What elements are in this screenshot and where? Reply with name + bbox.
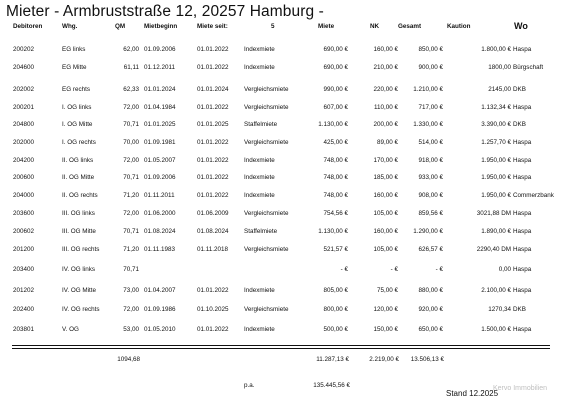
cell-mietbeginn: 01.05.2007: [144, 157, 176, 164]
cell-whg: III. OG Mitte: [62, 228, 96, 235]
cell-gesamt: 918,00 €: [418, 157, 443, 164]
cell-kaution: 3.390,00 €: [481, 121, 511, 128]
cell-mietart: Indexmiete: [244, 157, 275, 164]
cell-kaution: 2.100,00 €: [481, 287, 511, 294]
cell-qm: 70,71: [123, 228, 139, 235]
cell-mietart: Indexmiete: [244, 192, 275, 199]
cell-debitor: 204800: [13, 121, 35, 128]
watermark: Kervo Immobilien: [493, 385, 548, 392]
cell-wo: Haspa: [513, 210, 532, 217]
cell-gesamt: 717,00 €: [418, 104, 443, 111]
cell-mietbeginn: 01.09.2006: [144, 174, 176, 181]
cell-wo: Haspa: [513, 157, 532, 164]
cell-miete: 425,00 €: [323, 139, 348, 146]
cell-whg: I. OG rechts: [62, 139, 96, 146]
cell-debitor: 204600: [13, 64, 35, 71]
cell-mietart: Vergleichsmiete: [244, 86, 289, 93]
cell-mietbeginn: 01.09.1986: [144, 306, 176, 313]
cell-miete-seit: 01.01.2022: [197, 139, 229, 146]
cell-debitor: 203600: [13, 210, 35, 217]
cell-nk: 110,00 €: [373, 104, 398, 111]
cell-whg: IV. OG Mitte: [62, 287, 97, 294]
cell-kaution: 3021,88 DM: [476, 210, 511, 217]
cell-whg: I. OG links: [62, 104, 92, 111]
cell-kaution: 0,00: [498, 266, 511, 273]
cell-qm: 62,00: [123, 46, 139, 53]
total-gesamt: 13.506,13 €: [410, 356, 444, 363]
cell-mietart: Vergleichsmiete: [244, 210, 289, 217]
cell-mietart: Indexmiete: [244, 326, 275, 333]
cell-wo: Haspa: [513, 139, 532, 146]
cell-whg: I. OG Mitte: [62, 121, 93, 128]
header-wo: Wo: [514, 21, 528, 31]
cell-gesamt: 514,00 €: [418, 139, 443, 146]
cell-miete: - €: [340, 266, 348, 273]
cell-kaution: 1800,00: [488, 64, 511, 71]
cell-qm: 61,11: [123, 64, 139, 71]
total-miete: 11.287,13 €: [316, 356, 349, 363]
cell-nk: 89,00 €: [376, 139, 398, 146]
cell-debitor: 201200: [13, 246, 35, 253]
divider-top: [12, 345, 550, 346]
cell-wo: DKB: [513, 86, 526, 93]
cell-gesamt: 880,00 €: [418, 287, 443, 294]
cell-miete: 690,00 €: [323, 64, 348, 71]
cell-debitor: 200602: [13, 228, 35, 235]
cell-qm: 72,00: [123, 306, 139, 313]
cell-wo: Haspa: [513, 46, 532, 53]
cell-whg: EG Mitte: [62, 64, 87, 71]
cell-gesamt: 859,56 €: [418, 210, 443, 217]
cell-debitor: 201202: [13, 287, 35, 294]
divider-bottom: [12, 348, 550, 349]
cell-whg: EG links: [62, 46, 86, 53]
cell-miete-seit: 01.10.2025: [197, 306, 229, 313]
cell-debitor: 200201: [13, 104, 35, 111]
cell-miete: 1.130,00 €: [318, 228, 348, 235]
cell-miete-seit: 01.01.2022: [197, 326, 229, 333]
cell-whg: II. OG links: [62, 157, 94, 164]
cell-kaution: 1.950,00 €: [481, 174, 511, 181]
cell-debitor: 202000: [13, 139, 35, 146]
cell-miete-seit: 01.11.2018: [197, 246, 229, 253]
cell-debitor: 202400: [13, 306, 35, 313]
cell-mietbeginn: 01.01.2024: [144, 86, 176, 93]
cell-kaution: 2145,00: [488, 86, 511, 93]
header-miete: Miete: [318, 23, 335, 30]
cell-wo: Haspa: [513, 228, 532, 235]
cell-miete-seit: 01.06.2009: [197, 210, 229, 217]
cell-mietbeginn: 01.08.2024: [144, 228, 176, 235]
cell-nk: 170,00 €: [373, 157, 398, 164]
cell-miete-seit: 01.01.2025: [197, 121, 229, 128]
cell-gesamt: 920,00 €: [418, 306, 443, 313]
cell-mietbeginn: 01.06.2000: [144, 210, 176, 217]
cell-mietart: Vergleichsmiete: [244, 104, 289, 111]
cell-gesamt: 933,00 €: [418, 174, 443, 181]
cell-gesamt: 650,00 €: [418, 326, 443, 333]
cell-wo: Haspa: [513, 326, 532, 333]
cell-mietbeginn: 01.01.2025: [144, 121, 176, 128]
pa-label: p.a.: [244, 382, 255, 389]
cell-qm: 71,20: [123, 192, 139, 199]
cell-mietbeginn: 01.09.1981: [144, 139, 176, 146]
cell-mietart: Staffelmiete: [244, 121, 278, 128]
cell-whg: II. OG Mitte: [62, 174, 95, 181]
cell-mietart: Indexmiete: [244, 287, 275, 294]
cell-miete-seit: 01.01.2024: [197, 86, 229, 93]
cell-gesamt: 1.330,00 €: [413, 121, 443, 128]
cell-kaution: 1.132,34 €: [481, 104, 511, 111]
header-kaution: Kaution: [447, 23, 471, 30]
cell-qm: 70,71: [123, 174, 139, 181]
cell-kaution: 1270,34: [488, 306, 511, 313]
cell-nk: 150,00 €: [373, 326, 398, 333]
cell-miete: 690,00 €: [323, 46, 348, 53]
cell-nk: 160,00 €: [373, 228, 398, 235]
cell-qm: 53,00: [123, 326, 139, 333]
cell-whg: IV. OG links: [62, 266, 96, 273]
header-nk: NK: [370, 23, 380, 30]
cell-kaution: 1.950,00 €: [481, 192, 511, 199]
cell-qm: 70,00: [123, 139, 139, 146]
cell-mietart: Vergleichsmiete: [244, 306, 289, 313]
cell-qm: 72,00: [123, 157, 139, 164]
cell-wo: Bürgschaft: [513, 64, 544, 71]
cell-wo: DKB: [513, 306, 526, 313]
cell-nk: 220,00 €: [373, 86, 398, 93]
cell-whg: III. OG rechts: [62, 246, 100, 253]
cell-mietart: Vergleichsmiete: [244, 246, 289, 253]
cell-mietbeginn: 01.04.1984: [144, 104, 176, 111]
cell-miete-seit: 01.08.2024: [197, 228, 229, 235]
cell-kaution: 1.500,00 €: [481, 326, 511, 333]
cell-mietbeginn: 01.11.1983: [144, 246, 176, 253]
cell-miete: 521,57 €: [323, 246, 348, 253]
cell-miete: 748,00 €: [323, 192, 348, 199]
cell-mietbeginn: 01.12.2011: [144, 64, 176, 71]
cell-mietbeginn: 01.04.2007: [144, 287, 176, 294]
cell-mietart: Indexmiete: [244, 174, 275, 181]
cell-miete-seit: 01.01.2022: [197, 64, 229, 71]
cell-gesamt: 626,57 €: [418, 246, 443, 253]
cell-qm: 70,71: [123, 121, 139, 128]
cell-kaution: 2290,40 DM: [476, 246, 511, 253]
cell-miete-seit: 01.01.2022: [197, 157, 229, 164]
cell-mietbeginn: 01.05.2010: [144, 326, 176, 333]
cell-kaution: 1.890,00 €: [481, 228, 511, 235]
total-nk: 2.219,00 €: [369, 356, 399, 363]
cell-nk: 120,00 €: [373, 306, 398, 313]
cell-miete: 500,00 €: [323, 326, 348, 333]
cell-wo: Haspa: [513, 174, 532, 181]
cell-debitor: 200202: [13, 46, 35, 53]
cell-gesamt: 908,00 €: [418, 192, 443, 199]
cell-whg: EG rechts: [62, 86, 90, 93]
cell-mietbeginn: 01.09.2006: [144, 46, 176, 53]
cell-kaution: 1.950,00 €: [481, 157, 511, 164]
cell-miete-seit: 01.01.2022: [197, 46, 229, 53]
cell-mietart: Staffelmiete: [244, 228, 278, 235]
cell-mietart: Indexmiete: [244, 64, 275, 71]
cell-nk: 200,00 €: [373, 121, 398, 128]
cell-wo: Haspa: [513, 104, 532, 111]
cell-nk: 160,00 €: [373, 46, 398, 53]
cell-miete: 990,00 €: [323, 86, 348, 93]
cell-miete: 754,56 €: [323, 210, 348, 217]
cell-debitor: 203400: [13, 266, 35, 273]
cell-miete: 1.130,00 €: [318, 121, 348, 128]
cell-debitor: 202002: [13, 86, 35, 93]
cell-wo: Haspa: [513, 266, 532, 273]
cell-gesamt: 1.290,00 €: [413, 228, 443, 235]
cell-kaution: 1.257,70 €: [481, 139, 511, 146]
cell-gesamt: 850,00 €: [418, 46, 443, 53]
cell-wo: DKB: [513, 121, 526, 128]
cell-nk: 105,00 €: [373, 246, 398, 253]
cell-qm: 70,71: [123, 266, 139, 273]
header-miete-seit: Miete seit:: [197, 23, 228, 30]
cell-qm: 71,20: [123, 246, 139, 253]
cell-miete: 607,00 €: [323, 104, 348, 111]
cell-nk: 210,00 €: [373, 64, 398, 71]
header-mietbeginn: Mietbeginn: [144, 23, 178, 30]
pa-value: 135.445,56 €: [313, 382, 350, 389]
cell-nk: 105,00 €: [373, 210, 398, 217]
cell-miete: 800,00 €: [323, 306, 348, 313]
cell-miete: 805,00 €: [323, 287, 348, 294]
cell-whg: II. OG rechts: [62, 192, 98, 199]
cell-miete: 748,00 €: [323, 174, 348, 181]
cell-debitor: 203801: [13, 326, 35, 333]
cell-kaution: 1.800,00 €: [481, 46, 511, 53]
cell-miete-seit: 01.01.2022: [197, 104, 229, 111]
cell-gesamt: 1.210,00 €: [413, 86, 443, 93]
cell-wo: Haspa: [513, 287, 532, 294]
cell-whg: V. OG: [62, 326, 79, 333]
header-col5: 5: [271, 23, 275, 30]
header-qm: QM: [115, 23, 126, 30]
cell-miete-seit: 01.01.2022: [197, 192, 229, 199]
cell-gesamt: 900,00 €: [418, 64, 443, 71]
header-gesamt: Gesamt: [398, 23, 422, 30]
header-debitoren: Debitoren: [13, 23, 43, 30]
cell-nk: - €: [390, 266, 398, 273]
header-whg: Whg.: [62, 23, 78, 30]
cell-wo: Commerzbank: [513, 192, 554, 199]
cell-qm: 72,00: [123, 104, 139, 111]
cell-debitor: 204200: [13, 157, 35, 164]
total-qm: 1094,68: [117, 356, 140, 363]
page-title: Mieter - Armbruststraße 12, 20257 Hamburg -: [6, 3, 324, 20]
cell-miete: 748,00 €: [323, 157, 348, 164]
cell-nk: 185,00 €: [373, 174, 398, 181]
stand-date: Stand 12.2025: [446, 389, 499, 398]
cell-mietart: Vergleichsmiete: [244, 139, 289, 146]
cell-wo: Haspa: [513, 246, 532, 253]
cell-mietart: Indexmiete: [244, 46, 275, 53]
cell-qm: 62,33: [123, 86, 139, 93]
cell-miete-seit: 01.01.2022: [197, 174, 229, 181]
cell-gesamt: - €: [435, 266, 443, 273]
cell-qm: 73,00: [123, 287, 139, 294]
cell-whg: III. OG links: [62, 210, 95, 217]
cell-debitor: 200600: [13, 174, 35, 181]
cell-miete-seit: 01.01.2022: [197, 287, 229, 294]
cell-debitor: 204000: [13, 192, 35, 199]
cell-nk: 75,00 €: [376, 287, 398, 294]
cell-qm: 72,00: [123, 210, 139, 217]
cell-mietbeginn: 01.11.2011: [144, 192, 175, 199]
cell-nk: 160,00 €: [373, 192, 398, 199]
cell-whg: IV. OG rechts: [62, 306, 100, 313]
